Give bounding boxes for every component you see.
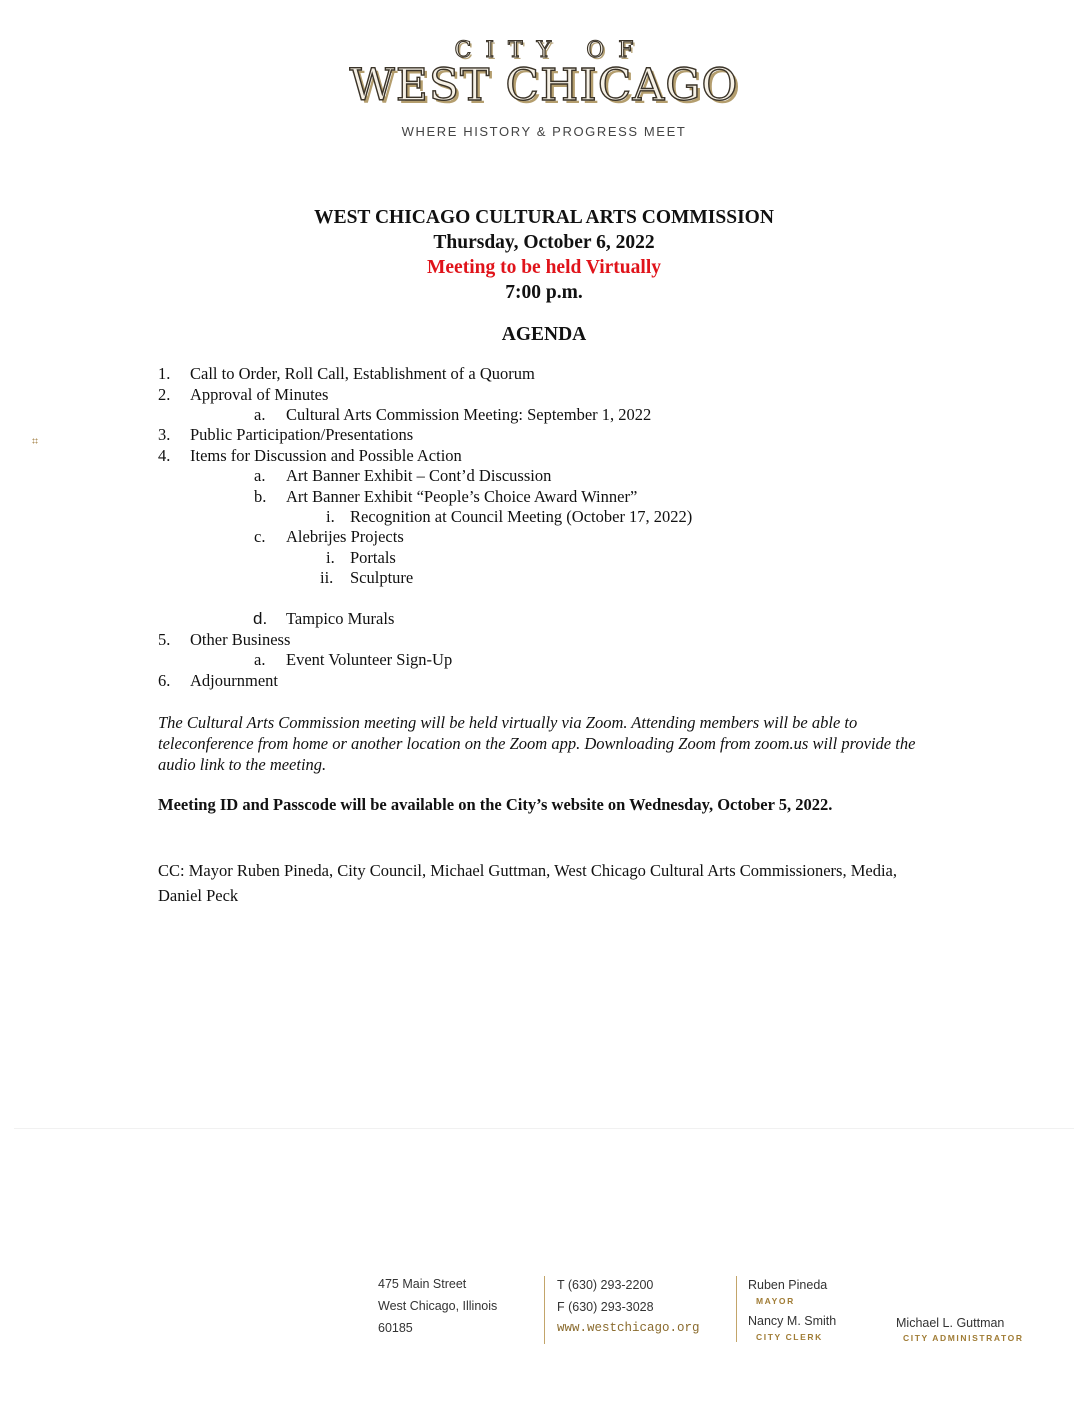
administrator-name: Michael L. Guttman (896, 1316, 1005, 1330)
footer-fax: F (630) 293-3028 (557, 1300, 654, 1314)
item-number: i. (326, 507, 335, 526)
footer-address-street: 475 Main Street (378, 1277, 467, 1291)
page-divider (14, 1128, 1074, 1129)
virtual-notice: Meeting to be held Virtually (427, 257, 661, 278)
item-number: a. (254, 405, 266, 424)
item-text: Art Banner Exhibit – Cont’d Discussion (286, 466, 552, 485)
commission-title: WEST CHICAGO CULTURAL ARTS COMMISSION (314, 207, 774, 228)
item-number: a. (254, 466, 266, 485)
cc-list: CC: Mayor Ruben Pineda, City Council, Michael Guttman, West Chicago Cultural Arts Commissioners, Media, Daniel Peck (158, 861, 897, 905)
item-text: Approval of Minutes (190, 385, 329, 404)
item-number: 5. (158, 630, 171, 649)
item-number: ii. (320, 568, 334, 587)
item-number: c. (254, 527, 266, 546)
item-text: Event Volunteer Sign-Up (286, 650, 453, 669)
item-text: Items for Discussion and Possible Action (190, 446, 462, 465)
letterhead-city-name: WEST CHICAGO (349, 60, 739, 111)
item-number: a. (254, 650, 266, 669)
zoom-notice: The Cultural Arts Commission meeting will be held virtually via Zoom. Attending members will be able to teleconference from home or another location on the Zoom app. Downloading Zoom from zoom.us will provide the audio link to the meeting. (158, 713, 916, 774)
agenda-heading: AGENDA (501, 324, 587, 345)
letterhead-tagline: WHERE HISTORY & PROGRESS MEET (401, 124, 687, 139)
footer-address-zip: 60185 (378, 1321, 413, 1335)
clerk-name: Nancy M. Smith (748, 1314, 837, 1328)
item-number: 6. (158, 671, 171, 690)
footer-divider (736, 1276, 737, 1342)
item-text: Sculpture (350, 568, 414, 587)
item-number: 1. (158, 364, 171, 383)
mayor-name: Ruben Pineda (748, 1278, 828, 1292)
footer-address-city: West Chicago, Illinois (378, 1299, 498, 1313)
footer-website-link[interactable]: www.westchicago.org (557, 1321, 700, 1335)
item-text: Alebrijes Projects (286, 527, 404, 546)
item-text: Recognition at Council Meeting (October 17, 2022) (350, 507, 693, 526)
meeting-time: 7:00 p.m. (505, 282, 583, 303)
item-text: Other Business (190, 630, 291, 649)
item-number: b. (254, 487, 267, 506)
item-text: Art Banner Exhibit “People’s Choice Award Winner” (286, 487, 638, 506)
item-number: 2. (158, 385, 171, 404)
clerk-role: CITY CLERK (756, 1332, 823, 1342)
footer-divider (544, 1276, 545, 1344)
item-number: d. (253, 609, 268, 628)
item-text: Tampico Murals (286, 609, 395, 628)
item-number: i. (326, 548, 335, 567)
item-number: 4. (158, 446, 171, 465)
administrator-role: CITY ADMINISTRATOR (903, 1333, 1024, 1343)
meeting-id-notice: Meeting ID and Passcode will be available on the City’s website on Wednesday, October 5, 2022. (158, 795, 833, 814)
item-text: Public Participation/Presentations (190, 425, 414, 444)
item-text: Cultural Arts Commission Meeting: September 1, 2022 (286, 405, 652, 424)
letterhead-city-of: CITY OF (454, 38, 648, 63)
decorative-dots-icon (32, 438, 38, 444)
item-number: 3. (158, 425, 171, 444)
mayor-role: MAYOR (756, 1296, 795, 1306)
item-text: Call to Order, Roll Call, Establishment of a Quorum (190, 364, 535, 383)
item-text: Adjournment (190, 671, 278, 690)
footer-phone: T (630) 293-2200 (557, 1278, 654, 1292)
item-text: Portals (350, 548, 396, 567)
meeting-date: Thursday, October 6, 2022 (433, 232, 655, 253)
